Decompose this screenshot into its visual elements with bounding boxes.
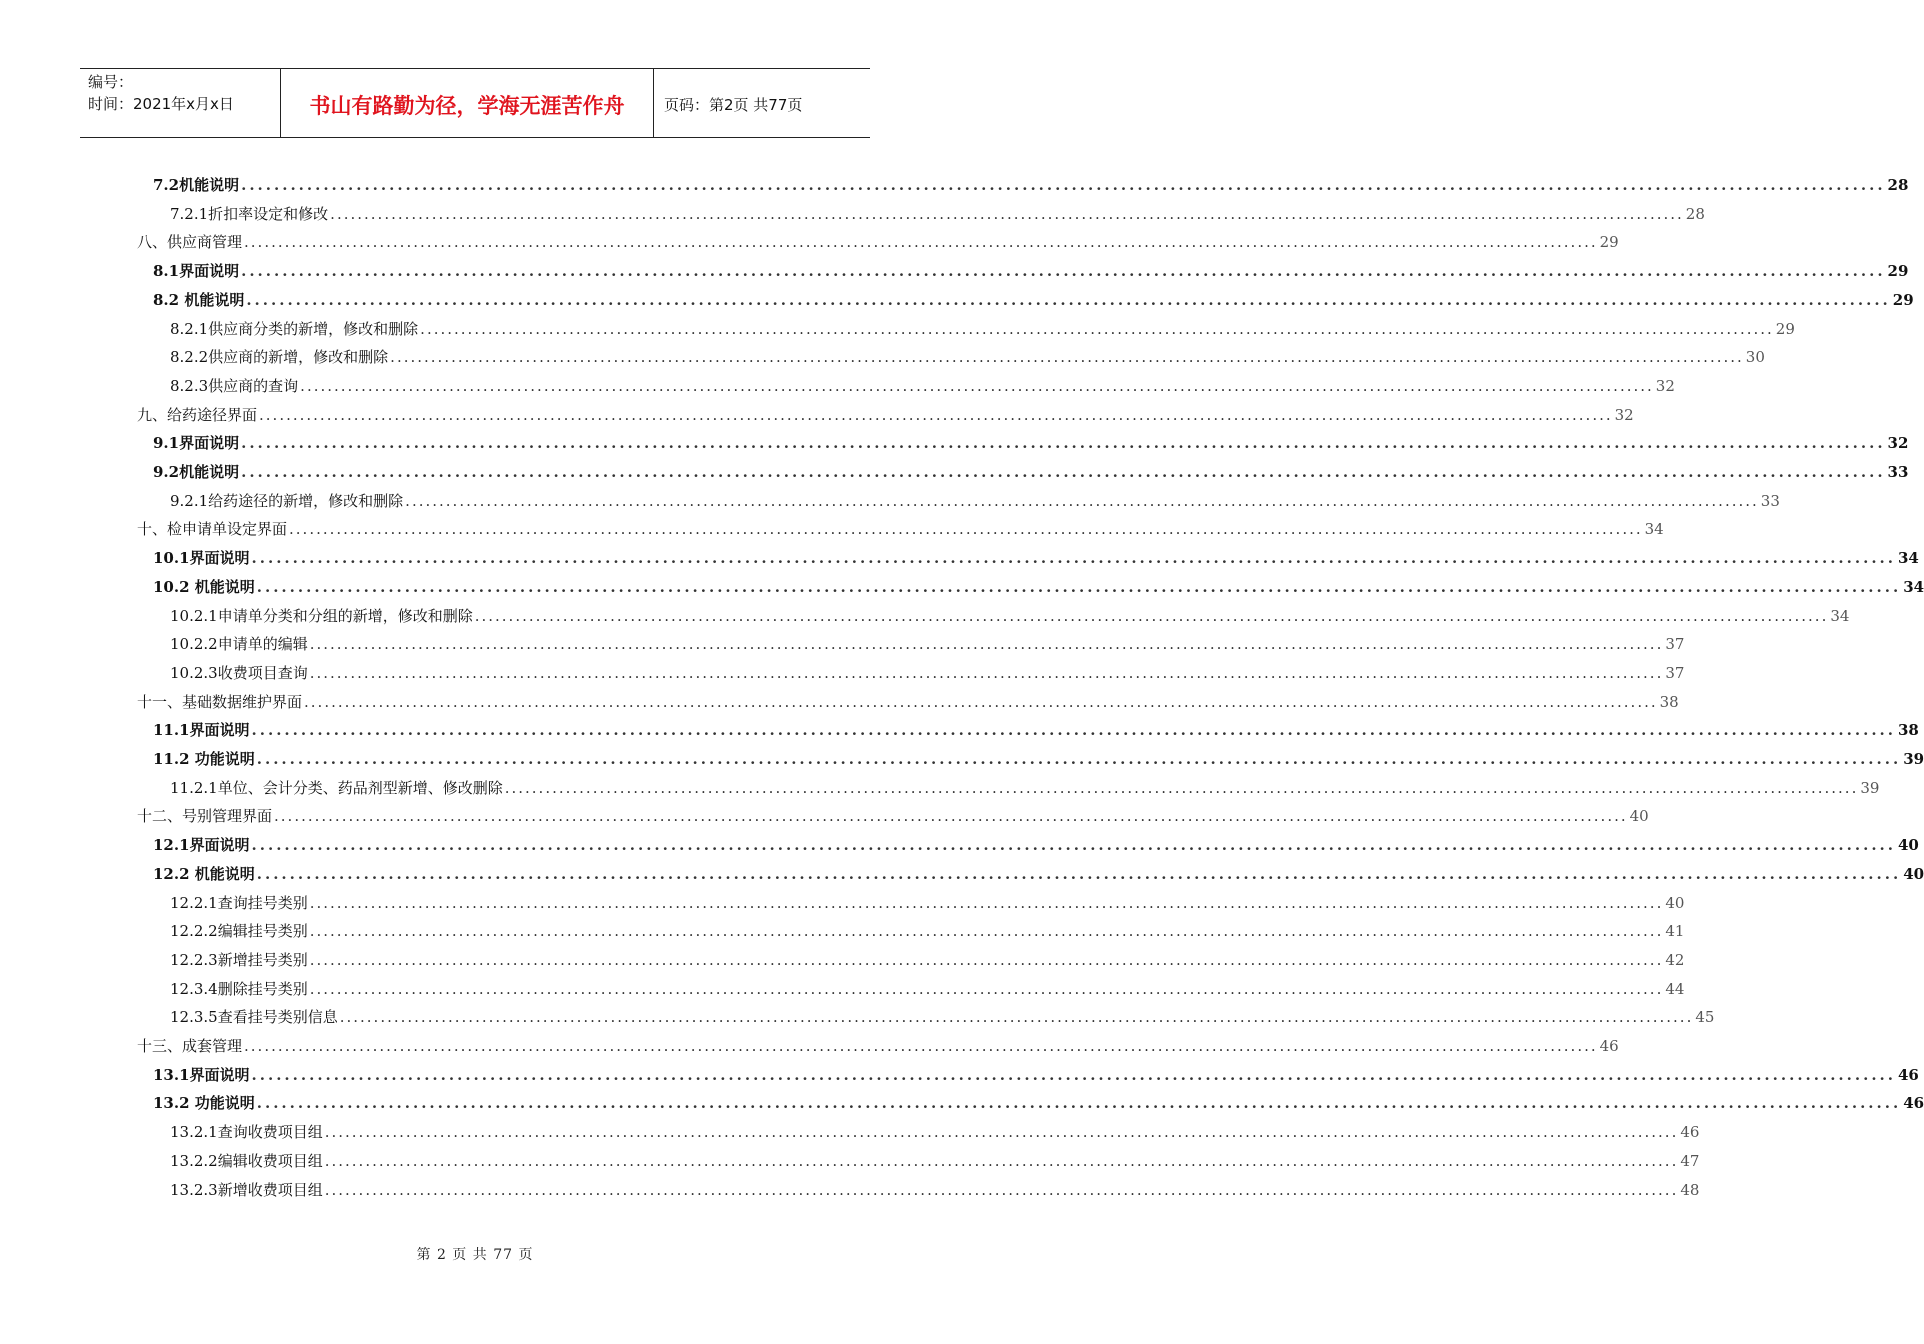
toc-entry[interactable] bbox=[170, 999, 1715, 1027]
toc-entry[interactable] bbox=[170, 1143, 1700, 1171]
toc-entry[interactable] bbox=[170, 339, 1765, 367]
toc-dot-leader: ........................................................................................................................................................................................................ bbox=[241, 262, 1886, 281]
toc-dot-leader: ........................................................................................................................................................................................................ bbox=[274, 807, 1628, 826]
toc-entry-page: 39 bbox=[1860, 778, 1880, 797]
toc-dot-leader: ........................................................................................................................................................................................................ bbox=[309, 979, 1664, 998]
toc-dot-leader: ........................................................................................................................................................................................................ bbox=[324, 1123, 1679, 1142]
toc-entry[interactable] bbox=[137, 511, 1664, 539]
toc-entry-title: 7.2机能说明 bbox=[153, 176, 240, 194]
toc-entry[interactable] bbox=[153, 856, 1924, 884]
toc-dot-leader: ........................................................................................................................................................................................................ bbox=[241, 463, 1886, 481]
toc-entry-page: 34 bbox=[1903, 577, 1924, 596]
toc-entry-page: 46 bbox=[1903, 1094, 1924, 1113]
toc-dot-leader: ........................................................................................................................................................................................................ bbox=[304, 692, 1658, 711]
toc-entry[interactable] bbox=[170, 311, 1795, 339]
toc-dot-leader: ........................................................................................................................................................................................................ bbox=[309, 893, 1664, 912]
toc-entry-title: 九、给药途径界面 bbox=[137, 405, 258, 424]
toc-entry-page: 40 bbox=[1897, 836, 1919, 855]
toc-entry[interactable] bbox=[153, 712, 1919, 740]
toc-dot-leader: ........................................................................................................................................................................................................ bbox=[251, 549, 1896, 568]
toc-entry-page: 46 bbox=[1680, 1123, 1700, 1142]
toc-entry-page: 40 bbox=[1903, 864, 1924, 883]
toc-dot-leader: ........................................................................................................................................................................................................ bbox=[324, 1151, 1679, 1170]
toc-entry-title: 13.1界面说明 bbox=[153, 1065, 250, 1084]
toc-entry[interactable] bbox=[170, 483, 1780, 511]
toc-entry[interactable] bbox=[153, 454, 1909, 482]
toc-entry-title: 9.2机能说明 bbox=[153, 463, 240, 481]
toc-entry[interactable] bbox=[170, 942, 1685, 970]
toc-entry[interactable] bbox=[170, 1172, 1700, 1200]
toc-entry-title: 八、供应商管理 bbox=[137, 233, 243, 252]
toc-dot-leader: ........................................................................................................................................................................................................ bbox=[474, 606, 1829, 625]
toc-entry-page: 34 bbox=[1644, 520, 1664, 539]
toc-dot-leader: ........................................................................................................................................................................................................ bbox=[309, 922, 1664, 941]
toc-entry-title: 8.2.1供应商分类的新增，修改和删除 bbox=[170, 319, 419, 338]
toc-dot-leader: ........................................................................................................................................................................................................ bbox=[339, 1008, 1694, 1027]
toc-entry-page: 46 bbox=[1599, 1037, 1619, 1055]
toc-dot-leader: ........................................................................................................................................................................................................ bbox=[309, 663, 1664, 682]
toc-entry-page: 40 bbox=[1665, 893, 1685, 912]
toc-entry-title: 12.3.4删除挂号类别 bbox=[170, 979, 308, 998]
toc-entry-title: 13.2.1查询收费项目组 bbox=[170, 1123, 323, 1142]
toc-entry[interactable] bbox=[170, 770, 1880, 798]
toc-dot-leader: ........................................................................................................................................................................................................ bbox=[241, 176, 1886, 194]
toc-entry-page: 46 bbox=[1897, 1065, 1919, 1084]
toc-dot-leader: ........................................................................................................................................................................................................ bbox=[390, 348, 1744, 367]
toc-entry[interactable] bbox=[153, 1085, 1924, 1113]
document-header bbox=[80, 68, 870, 138]
header-meta bbox=[80, 69, 281, 137]
toc-entry[interactable] bbox=[170, 598, 1850, 626]
toc-entry-page: 34 bbox=[1830, 606, 1850, 625]
toc-entry-title: 10.1界面说明 bbox=[153, 549, 250, 568]
toc-entry[interactable] bbox=[137, 224, 1619, 252]
toc-entry[interactable] bbox=[153, 827, 1919, 855]
toc-entry[interactable] bbox=[153, 569, 1924, 597]
toc-entry-page: 34 bbox=[1897, 549, 1919, 568]
toc-entry-page: 45 bbox=[1695, 1008, 1715, 1027]
toc-entry[interactable] bbox=[170, 196, 1705, 224]
toc-entry-title: 11.2.1单位、会计分类、药品剂型新增、修改删除 bbox=[170, 778, 503, 797]
toc-entry-page: 39 bbox=[1903, 750, 1924, 768]
toc-entry-page: 33 bbox=[1887, 463, 1909, 481]
toc-dot-leader: ........................................................................................................................................................................................................ bbox=[244, 233, 1598, 252]
toc-entry-page: 29 bbox=[1599, 233, 1619, 252]
toc-dot-leader: ........................................................................................................................................................................................................ bbox=[251, 721, 1896, 740]
toc-entry-title: 十三、成套管理 bbox=[137, 1037, 243, 1055]
toc-entry-page: 38 bbox=[1897, 721, 1919, 740]
toc-entry-page: 28 bbox=[1887, 176, 1909, 194]
toc-entry[interactable] bbox=[137, 684, 1679, 712]
toc-entry-title: 12.3.5查看挂号类别信息 bbox=[170, 1008, 338, 1027]
toc-entry[interactable] bbox=[153, 253, 1909, 281]
toc-entry[interactable] bbox=[170, 626, 1685, 654]
toc-entry-title: 11.2 功能说明 bbox=[153, 750, 255, 768]
toc-entry-page: 41 bbox=[1665, 922, 1685, 941]
toc-dot-leader: ........................................................................................................................................................................................................ bbox=[324, 1180, 1679, 1199]
toc-entry-title: 9.2.1给药途径的新增，修改和删除 bbox=[170, 491, 404, 510]
toc-entry-title: 12.2.1查询挂号类别 bbox=[170, 893, 308, 912]
toc-entry-title: 12.2.3新增挂号类别 bbox=[170, 950, 308, 969]
toc-entry-page: 33 bbox=[1760, 491, 1780, 510]
toc-entry[interactable] bbox=[170, 971, 1685, 999]
toc-dot-leader: ........................................................................................................................................................................................................ bbox=[256, 577, 1902, 596]
toc-entry-title: 十、检申请单设定界面 bbox=[137, 520, 288, 539]
toc-dot-leader: ........................................................................................................................................................................................................ bbox=[251, 836, 1896, 855]
header-motto: 书山有路勤为径，学海无涯苦作舟 bbox=[281, 69, 654, 137]
header-page-info: 页码：第2页 共77页 bbox=[664, 95, 803, 114]
toc-entry-page: 29 bbox=[1775, 319, 1795, 338]
toc-dot-leader: ........................................................................................................................................................................................................ bbox=[330, 204, 1684, 223]
toc-entry-page: 42 bbox=[1665, 950, 1685, 969]
toc-entry-title: 12.2.2编辑挂号类别 bbox=[170, 922, 308, 941]
toc-dot-leader: ........................................................................................................................................................................................................ bbox=[246, 290, 1891, 309]
toc-dot-leader: ........................................................................................................................................................................................................ bbox=[420, 319, 1774, 338]
toc-entry-title: 10.2 机能说明 bbox=[153, 577, 255, 596]
toc-entry-page: 40 bbox=[1629, 807, 1649, 826]
toc-entry[interactable] bbox=[137, 397, 1634, 425]
toc-entry[interactable] bbox=[170, 368, 1675, 396]
toc-entry[interactable] bbox=[170, 913, 1685, 941]
toc-entry[interactable] bbox=[153, 540, 1919, 568]
toc-entry-title: 13.2.2编辑收费项目组 bbox=[170, 1151, 323, 1170]
toc-entry-title: 12.1界面说明 bbox=[153, 836, 250, 855]
toc-entry-page: 30 bbox=[1745, 348, 1765, 367]
toc-entry[interactable] bbox=[153, 741, 1924, 769]
toc-entry-title: 10.2.3收费项目查询 bbox=[170, 663, 308, 682]
toc-dot-leader: ........................................................................................................................................................................................................ bbox=[300, 376, 1654, 395]
toc-dot-leader: ........................................................................................................................................................................................................ bbox=[309, 635, 1664, 654]
toc-entry-title: 13.2 功能说明 bbox=[153, 1094, 255, 1113]
toc-entry-page: 37 bbox=[1665, 663, 1685, 682]
toc-dot-leader: ........................................................................................................................................................................................................ bbox=[256, 1094, 1902, 1113]
toc-entry-page: 48 bbox=[1680, 1180, 1700, 1199]
toc-dot-leader: ........................................................................................................................................................................................................ bbox=[256, 750, 1902, 768]
toc-entry-title: 10.2.2申请单的编辑 bbox=[170, 635, 308, 654]
toc-entry-title: 7.2.1折扣率设定和修改 bbox=[170, 204, 329, 223]
toc-entry-page: 44 bbox=[1665, 979, 1685, 998]
toc-entry-page: 37 bbox=[1665, 635, 1685, 654]
document-number-label: 编号： bbox=[88, 73, 134, 91]
toc-dot-leader: ........................................................................................................................................................................................................ bbox=[241, 434, 1886, 453]
toc-entry-page: 32 bbox=[1614, 405, 1634, 424]
toc-dot-leader: ........................................................................................................................................................................................................ bbox=[244, 1037, 1598, 1055]
toc-dot-leader: ........................................................................................................................................................................................................ bbox=[405, 491, 1759, 510]
toc-entry-page: 32 bbox=[1655, 376, 1675, 395]
toc-entry-title: 十二、号别管理界面 bbox=[137, 807, 273, 826]
toc-entry-title: 10.2.1申请单分类和分组的新增，修改和删除 bbox=[170, 606, 473, 625]
toc-entry-page: 38 bbox=[1659, 692, 1679, 711]
toc-entry-title: 9.1界面说明 bbox=[153, 434, 240, 453]
toc-entry[interactable] bbox=[170, 655, 1685, 683]
toc-entry[interactable] bbox=[170, 885, 1685, 913]
toc-dot-leader: ........................................................................................................................................................................................................ bbox=[251, 1065, 1896, 1084]
toc-entry[interactable] bbox=[137, 1028, 1619, 1056]
toc-entry-title: 8.2.3供应商的查询 bbox=[170, 376, 299, 395]
toc-entry-title: 8.2 机能说明 bbox=[153, 290, 245, 309]
toc-dot-leader: ........................................................................................................................................................................................................ bbox=[289, 520, 1643, 539]
toc-dot-leader: ........................................................................................................................................................................................................ bbox=[504, 778, 1859, 797]
toc-entry[interactable] bbox=[170, 1114, 1700, 1142]
toc-entry-page: 28 bbox=[1685, 204, 1705, 223]
toc-entry-title: 8.1界面说明 bbox=[153, 262, 240, 281]
toc-entry-title: 8.2.2供应商的新增，修改和删除 bbox=[170, 348, 389, 367]
toc-entry-title: 12.2 机能说明 bbox=[153, 864, 255, 883]
document-date: 时间：2021年x月x日 bbox=[88, 95, 234, 113]
toc-entry-title: 13.2.3新增收费项目组 bbox=[170, 1180, 323, 1199]
toc-dot-leader: ........................................................................................................................................................................................................ bbox=[256, 864, 1902, 883]
toc-entry-title: 11.1界面说明 bbox=[153, 721, 250, 740]
toc-entry-page: 29 bbox=[1887, 262, 1909, 281]
toc-dot-leader: ........................................................................................................................................................................................................ bbox=[259, 405, 1613, 424]
toc-entry[interactable] bbox=[153, 1057, 1919, 1085]
page-footer: 第 2 页 共 77 页 bbox=[416, 1247, 534, 1263]
toc-entry-page: 29 bbox=[1892, 290, 1914, 309]
toc-dot-leader: ........................................................................................................................................................................................................ bbox=[309, 950, 1664, 969]
toc-entry[interactable] bbox=[153, 425, 1909, 453]
toc-entry[interactable] bbox=[137, 798, 1649, 826]
toc-entry[interactable] bbox=[153, 167, 1909, 195]
toc-entry-page: 47 bbox=[1680, 1151, 1700, 1170]
toc-entry-title: 十一、基础数据维护界面 bbox=[137, 692, 303, 711]
toc-entry[interactable] bbox=[153, 282, 1914, 310]
toc-entry-page: 32 bbox=[1887, 434, 1909, 453]
